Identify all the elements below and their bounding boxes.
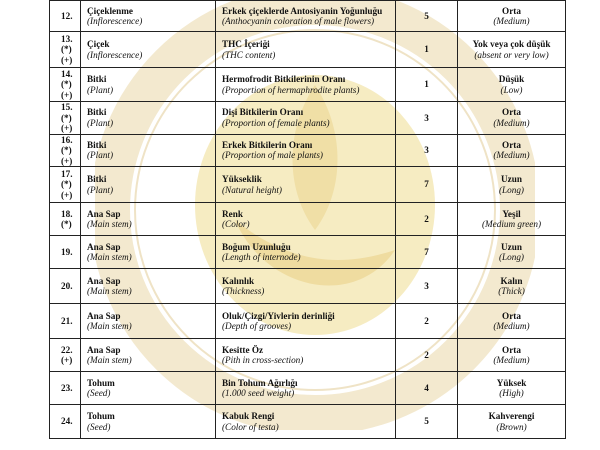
note-code: 4: [424, 382, 429, 393]
expression-en: (Long): [498, 252, 524, 262]
row-number-cell: [50, 269, 81, 304]
expression-tr: Orta: [502, 107, 521, 118]
expression-tr: Düşük: [498, 74, 525, 84]
row-mark: (*): [61, 219, 72, 229]
note-code-cell: [396, 1, 458, 32]
characteristic-en: (Natural height): [222, 184, 282, 195]
characteristic-tr: Kalınlık: [222, 275, 255, 286]
note-code: 2: [424, 213, 429, 224]
note-code: 2: [424, 349, 429, 360]
organ-tr: Çiçek: [87, 39, 110, 49]
organ-tr: Ana Sap: [87, 241, 121, 252]
expression-tr: Kahverengi: [488, 411, 535, 421]
note-code: 1: [424, 79, 429, 90]
table-row: [50, 236, 566, 269]
organ-en: (Inflorescence): [87, 16, 143, 26]
characteristic-cell: [216, 102, 396, 135]
expression-en: (absent or very low): [474, 49, 549, 60]
expression-tr: Orta: [502, 5, 521, 16]
table-row: [50, 405, 566, 439]
expression-en: (Brown): [496, 421, 527, 432]
note-code-cell: [396, 167, 458, 203]
note-code: 1: [424, 44, 429, 55]
characteristic-en: (1.000 seed weight): [222, 388, 295, 398]
characteristic-en: (Length of internode): [222, 252, 301, 262]
row-number-cell: [50, 167, 81, 203]
row-number-cell: [50, 68, 81, 102]
expression-en: (Medium): [493, 321, 530, 331]
row-mark: (+): [61, 123, 73, 133]
note-code-cell: [396, 269, 458, 304]
characteristic-en: (Color): [222, 219, 250, 229]
characteristic-cell: [216, 32, 396, 68]
characteristic-cell: [216, 405, 396, 439]
organ-en: (Main stem): [87, 219, 132, 229]
note-code-cell: [396, 203, 458, 236]
characteristic-tr: Erkek Bitkilerin Oranı: [222, 139, 313, 150]
organ-cell: [81, 203, 216, 236]
note-code-cell: [396, 339, 458, 372]
row-number-cell: [50, 339, 81, 372]
expression-en: (Thick): [498, 286, 525, 296]
note-code-cell: [396, 32, 458, 68]
note-code-cell: [396, 405, 458, 439]
note-code: 3: [424, 112, 429, 123]
expression-en: (Medium green): [481, 219, 542, 229]
characteristic-cell: [216, 339, 396, 372]
organ-en: (Seed): [87, 421, 111, 432]
expression-tr: Orta: [502, 344, 521, 355]
expression-en: (Long): [498, 184, 524, 195]
organ-en: (Main stem): [87, 286, 132, 296]
organ-cell: [81, 269, 216, 304]
row-number-cell: [50, 134, 81, 167]
characteristic-cell: [216, 236, 396, 269]
organ-tr: Ana Sap: [87, 275, 121, 286]
note-code-cell: [396, 372, 458, 405]
table-row: [50, 102, 566, 135]
row-number: 15.: [61, 102, 73, 112]
expression-en: (Medium): [493, 16, 530, 26]
characteristic-cell: [216, 203, 396, 236]
organ-cell: [81, 339, 216, 372]
note-code-cell: [396, 134, 458, 167]
organ-en: (Plant): [87, 150, 114, 161]
organ-en: (Plant): [87, 184, 114, 195]
note-code: 7: [424, 179, 429, 190]
characteristic-en: (Proportion of hermaphrodite plants): [222, 84, 360, 95]
characteristic-en: (Depth of grooves): [222, 321, 292, 331]
row-number-cell: [50, 405, 81, 439]
row-number: 21.: [61, 315, 73, 326]
organ-tr: Tohum: [87, 377, 115, 388]
note-code: 3: [424, 280, 429, 291]
row-mark: (+): [61, 189, 73, 200]
characteristic-tr: Oluk/Çizgi/Yivlerin derinliği: [222, 310, 335, 321]
characteristic-cell: [216, 1, 396, 32]
expression-en: (Medium): [493, 150, 530, 161]
row-number: 23.: [61, 382, 73, 393]
table-row: [50, 304, 566, 339]
row-number-cell: [50, 236, 81, 269]
row-number: 19.: [61, 246, 73, 257]
expression-cell: [458, 304, 566, 339]
variety-characteristics-table: [49, 0, 566, 439]
row-mark: (+): [61, 155, 73, 166]
expression-cell: [458, 339, 566, 372]
organ-en: (Plant): [87, 117, 114, 128]
row-number-cell: [50, 102, 81, 135]
expression-tr: Yüksek: [496, 377, 527, 388]
characteristic-en: (Color of testa): [222, 421, 279, 432]
organ-cell: [81, 167, 216, 203]
row-number: 18.: [61, 208, 73, 219]
expression-tr: Kalın: [500, 275, 523, 286]
row-number-cell: [50, 203, 81, 236]
characteristic-cell: [216, 134, 396, 167]
organ-cell: [81, 102, 216, 135]
organ-cell: [81, 68, 216, 102]
characteristic-en: (Proportion of male plants): [222, 150, 323, 161]
row-number: 14.: [61, 68, 73, 79]
note-code: 5: [424, 10, 429, 21]
characteristic-tr: Bin Tohum Ağırlığı: [222, 377, 298, 388]
organ-tr: Ana Sap: [87, 310, 121, 321]
expression-cell: [458, 32, 566, 68]
row-number: 22.: [61, 344, 73, 355]
organ-tr: Tohum: [87, 411, 115, 421]
characteristic-tr: Boğum Uzunluğu: [222, 241, 291, 252]
row-mark: (*): [61, 112, 72, 123]
note-code: 5: [424, 416, 429, 427]
organ-tr: Ana Sap: [87, 208, 121, 219]
row-number-cell: [50, 1, 81, 32]
expression-cell: [458, 405, 566, 439]
organ-cell: [81, 236, 216, 269]
expression-cell: [458, 236, 566, 269]
expression-cell: [458, 1, 566, 32]
expression-cell: [458, 68, 566, 102]
organ-en: (Plant): [87, 84, 114, 95]
row-number: 20.: [61, 280, 73, 291]
note-code: 3: [424, 145, 429, 155]
table-row: [50, 134, 566, 167]
note-code-cell: [396, 68, 458, 102]
organ-en: (Inflorescence): [87, 49, 143, 60]
table-row: [50, 203, 566, 236]
note-code: 2: [424, 315, 429, 326]
expression-cell: [458, 167, 566, 203]
expression-tr: Orta: [502, 310, 521, 321]
organ-cell: [81, 134, 216, 167]
row-number: 16.: [61, 134, 73, 145]
organ-tr: Bitki: [87, 174, 107, 184]
characteristic-cell: [216, 304, 396, 339]
organ-en: (Seed): [87, 388, 111, 398]
organ-tr: Ana Sap: [87, 344, 121, 355]
characteristic-cell: [216, 167, 396, 203]
characteristic-tr: Erkek çiçeklerde Antosiyanin Yoğunluğu: [222, 5, 383, 16]
organ-cell: [81, 405, 216, 439]
row-mark: (+): [61, 54, 73, 65]
characteristic-cell: [216, 68, 396, 102]
note-code-cell: [396, 304, 458, 339]
row-number: 13.: [61, 33, 73, 44]
row-mark: (*): [61, 145, 72, 155]
row-mark: (+): [61, 89, 73, 100]
expression-tr: Orta: [502, 139, 521, 150]
row-mark: (*): [61, 79, 72, 90]
organ-cell: [81, 372, 216, 405]
characteristic-tr: Kabuk Rengi: [222, 411, 275, 421]
expression-en: (Low): [500, 84, 523, 95]
row-number: 17.: [61, 168, 73, 179]
characteristic-tr: Yükseklik: [222, 174, 262, 184]
characteristic-en: (THC content): [222, 49, 276, 60]
organ-tr: Bitki: [87, 107, 107, 118]
expression-cell: [458, 134, 566, 167]
expression-cell: [458, 269, 566, 304]
characteristic-en: (Thickness): [222, 286, 265, 296]
organ-cell: [81, 304, 216, 339]
characteristic-en: (Anthocyanin coloration of male flowers): [222, 16, 375, 26]
row-mark: (+): [61, 355, 73, 365]
note-code-cell: [396, 236, 458, 269]
organ-cell: [81, 32, 216, 68]
table-row: [50, 339, 566, 372]
characteristic-tr: Kesitte Öz: [222, 344, 264, 355]
characteristic-tr: Renk: [222, 208, 243, 219]
expression-en: (Medium): [493, 117, 530, 128]
row-number: 24.: [61, 416, 73, 427]
organ-tr: Çiçeklenme: [87, 5, 133, 16]
expression-cell: [458, 203, 566, 236]
table-row: [50, 32, 566, 68]
row-number-cell: [50, 372, 81, 405]
characteristic-cell: [216, 372, 396, 405]
organ-en: (Main stem): [87, 355, 132, 365]
characteristic-en: (Pith in cross-section): [222, 355, 304, 365]
characteristic-en: (Proportion of female plants): [222, 117, 330, 128]
characteristic-tr: Dişi Bitkilerin Oranı: [222, 107, 304, 118]
table-row: [50, 167, 566, 203]
row-number: 12.: [61, 10, 73, 21]
expression-tr: Yeşil: [502, 208, 521, 219]
table-row: [50, 372, 566, 405]
organ-tr: Bitki: [87, 139, 107, 150]
table-row: [50, 1, 566, 32]
row-mark: (*): [61, 44, 72, 55]
expression-cell: [458, 372, 566, 405]
row-number-cell: [50, 304, 81, 339]
table-row: [50, 68, 566, 102]
expression-tr: Uzun: [501, 241, 522, 252]
expression-tr: Yok veya çok düşük: [472, 39, 551, 49]
note-code: 7: [424, 246, 429, 257]
characteristic-cell: [216, 269, 396, 304]
row-number-cell: [50, 32, 81, 68]
organ-en: (Main stem): [87, 321, 132, 331]
characteristic-tr: Hermofrodit Bitkilerinin Oranı: [222, 74, 346, 84]
expression-cell: [458, 102, 566, 135]
row-mark: (*): [61, 179, 72, 190]
expression-en: (High): [499, 388, 524, 398]
note-code-cell: [396, 102, 458, 135]
characteristic-tr: THC İçeriği: [222, 39, 270, 49]
expression-en: (Medium): [493, 355, 530, 365]
organ-cell: [81, 1, 216, 32]
organ-en: (Main stem): [87, 252, 132, 262]
table-row: [50, 269, 566, 304]
organ-tr: Bitki: [87, 74, 107, 84]
expression-tr: Uzun: [501, 174, 522, 184]
